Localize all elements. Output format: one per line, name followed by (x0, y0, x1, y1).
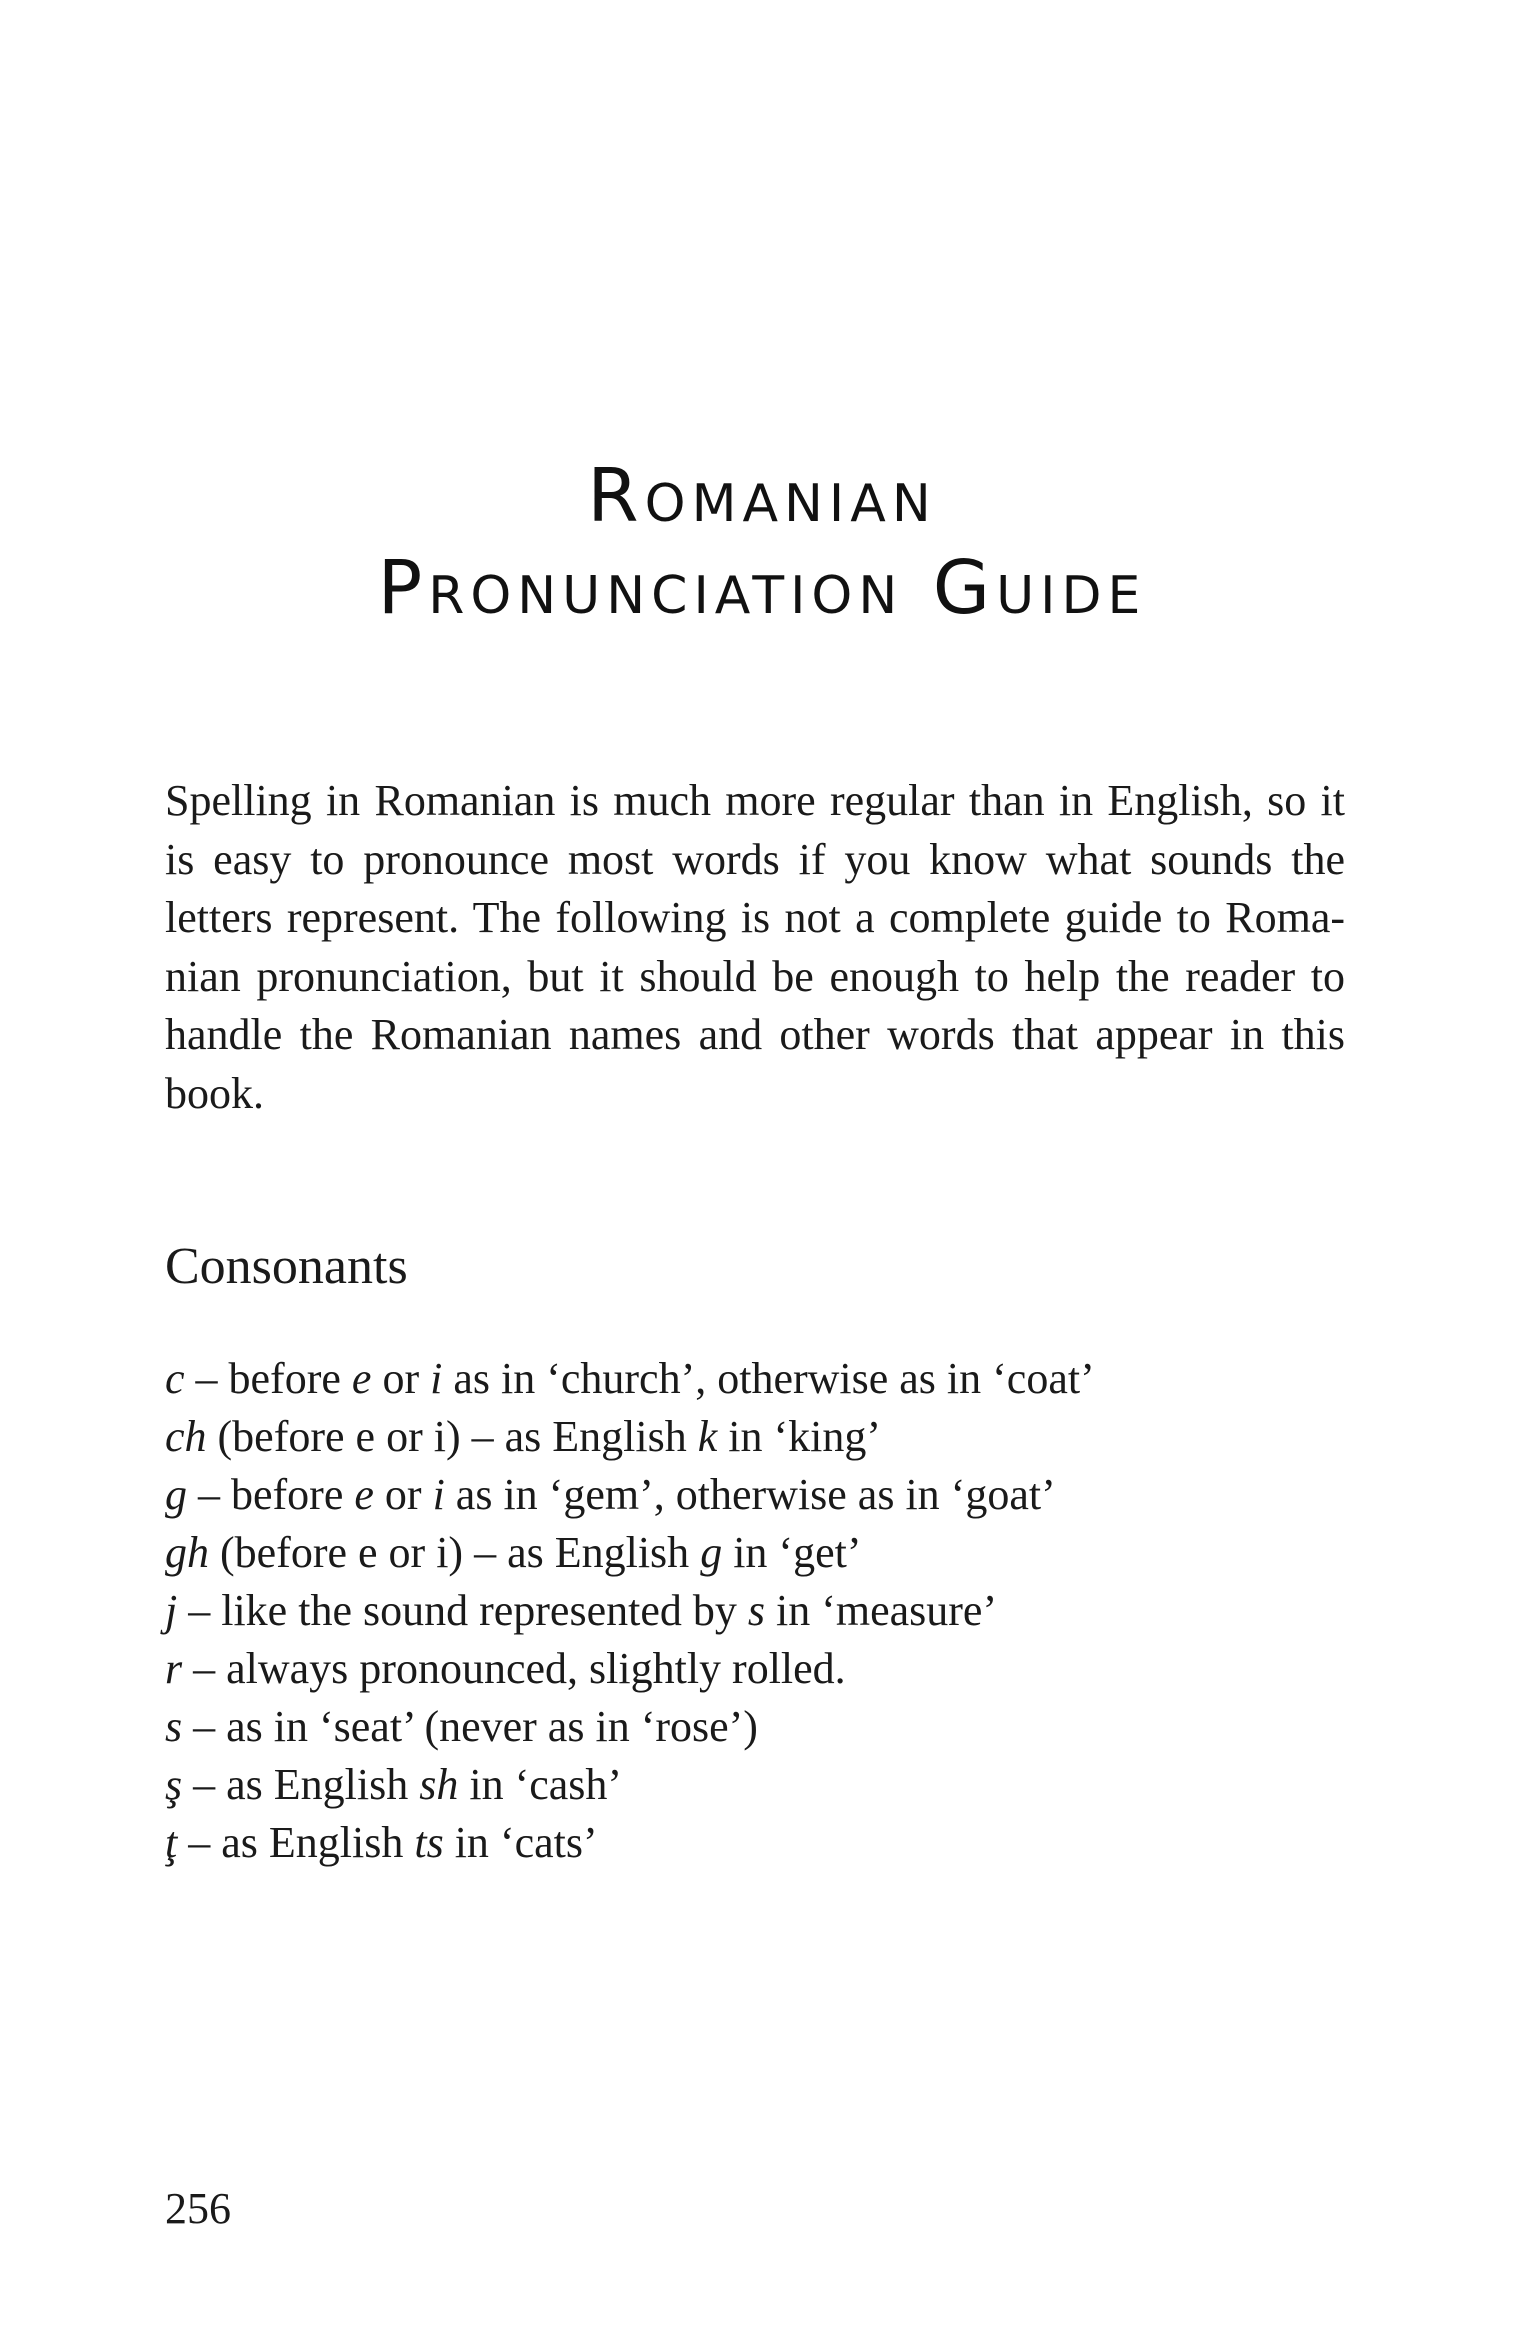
list-item: c – before e or i as in ‘church’, otherwise as in ‘coat’ (165, 1354, 1095, 1403)
consonant-letter: ch (165, 1412, 207, 1461)
consonant-letter: gh (165, 1528, 209, 1577)
list-item: ţ – as English ts in ‘cats’ (165, 1818, 598, 1867)
list-item: gh (before e or i) – as English g in ‘get’ (165, 1528, 862, 1577)
section-heading: Consonants (165, 1238, 408, 1295)
title-line-1: Romanian (587, 452, 937, 539)
list-item: s – as in ‘seat’ (never as in ‘rose’) (165, 1702, 758, 1751)
consonant-letter: c (165, 1354, 185, 1403)
consonant-letter: ţ (165, 1818, 178, 1867)
list-item: ş – as English sh in ‘cash’ (165, 1760, 623, 1809)
consonant-letter: r (165, 1644, 183, 1693)
consonant-letter: j (165, 1586, 178, 1635)
page-title (0, 450, 1524, 634)
list-item: j – like the sound represented by s in ‘measure’ (165, 1586, 998, 1635)
intro-paragraph: Spelling in Romanian is much more regular than in English, so it is easy to pronounce most words if you know what sounds the letters represent. The following is not a complete guide to Romanian pronunciation, but it should be enough to help the reader to handle the Romanian names and other words that appear in this book. (165, 776, 1345, 1118)
list-item: ch (before e or i) – as English k in ‘king’ (165, 1412, 882, 1461)
list-item: r – always pronounced, slightly rolled. (165, 1644, 846, 1693)
title-line-2: Pronunciation Guide (377, 544, 1147, 631)
consonant-letter: s (165, 1702, 183, 1751)
consonant-letter: ş (165, 1760, 183, 1809)
consonant-list (165, 1350, 1365, 1872)
list-item: g – before e or i as in ‘gem’, otherwise as in ‘goat’ (165, 1470, 1056, 1519)
consonant-letter: g (165, 1470, 187, 1519)
page-number: 256 (165, 2184, 231, 2233)
